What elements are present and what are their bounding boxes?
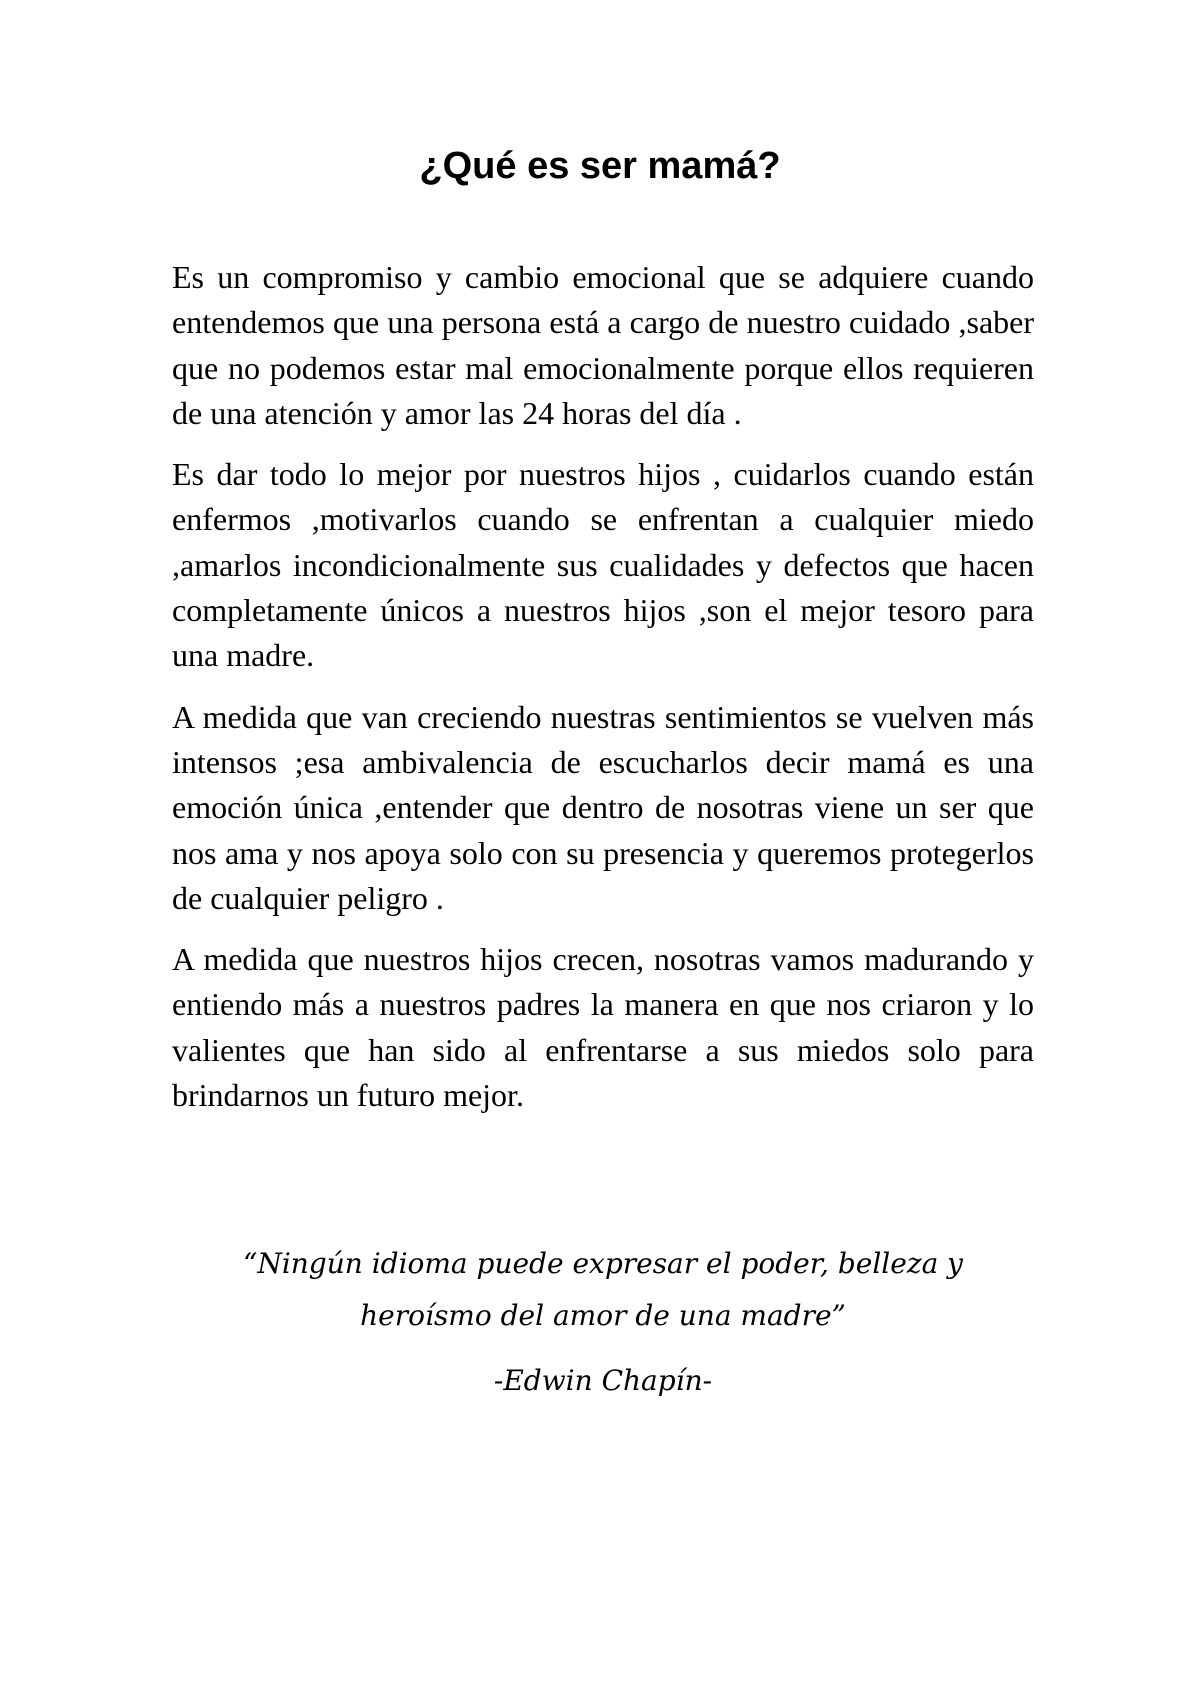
document-body [172, 255, 1034, 1134]
quote-line-1: “Ningún idioma puede expresar el poder, belleza y [243, 1247, 963, 1280]
quote-author: -Edwin Chapín- [493, 1364, 713, 1397]
paragraph-2: Es dar todo lo mejor por nuestros hijos , cuidarlos cuando están enfermos ,motivarlos cuando se enfrentan a cualquier miedo ,amarlos incondicionalmente sus cualidades y defectos que hacen completamente únicos a nuestros hijos ,son el mejor tesoro para una madre. [172, 456, 1034, 674]
page-title: ¿Qué es ser mamá? [419, 145, 781, 187]
quote-line-2: heroísmo del amor de una madre” [360, 1299, 846, 1332]
quote-block [172, 1238, 1034, 1342]
paragraph-4: A medida que nuestros hijos crecen, nosotras vamos madurando y entiendo más a nuestros padres la manera en que nos criaron y lo valientes que han sido al enfrentarse a sus miedos solo para brindarnos un futuro mejor. [172, 941, 1034, 1114]
paragraph-1: Es un compromiso y cambio emocional que se adquiere cuando entendemos que una persona está a cargo de nuestro cuidado ,saber que no podemos estar mal emocionalmente porque ellos requieren de una atención y amor las 24 horas del día . [172, 259, 1034, 431]
paragraph-3: A medida que van creciendo nuestras sentimientos se vuelven más intensos ;esa ambivalencia de escucharlos decir mamá es una emoción única ,entender que dentro de nosotras viene un ser que nos ama y nos apoya solo con su presencia y queremos protegerlos de cualquier peligro . [172, 698, 1034, 916]
